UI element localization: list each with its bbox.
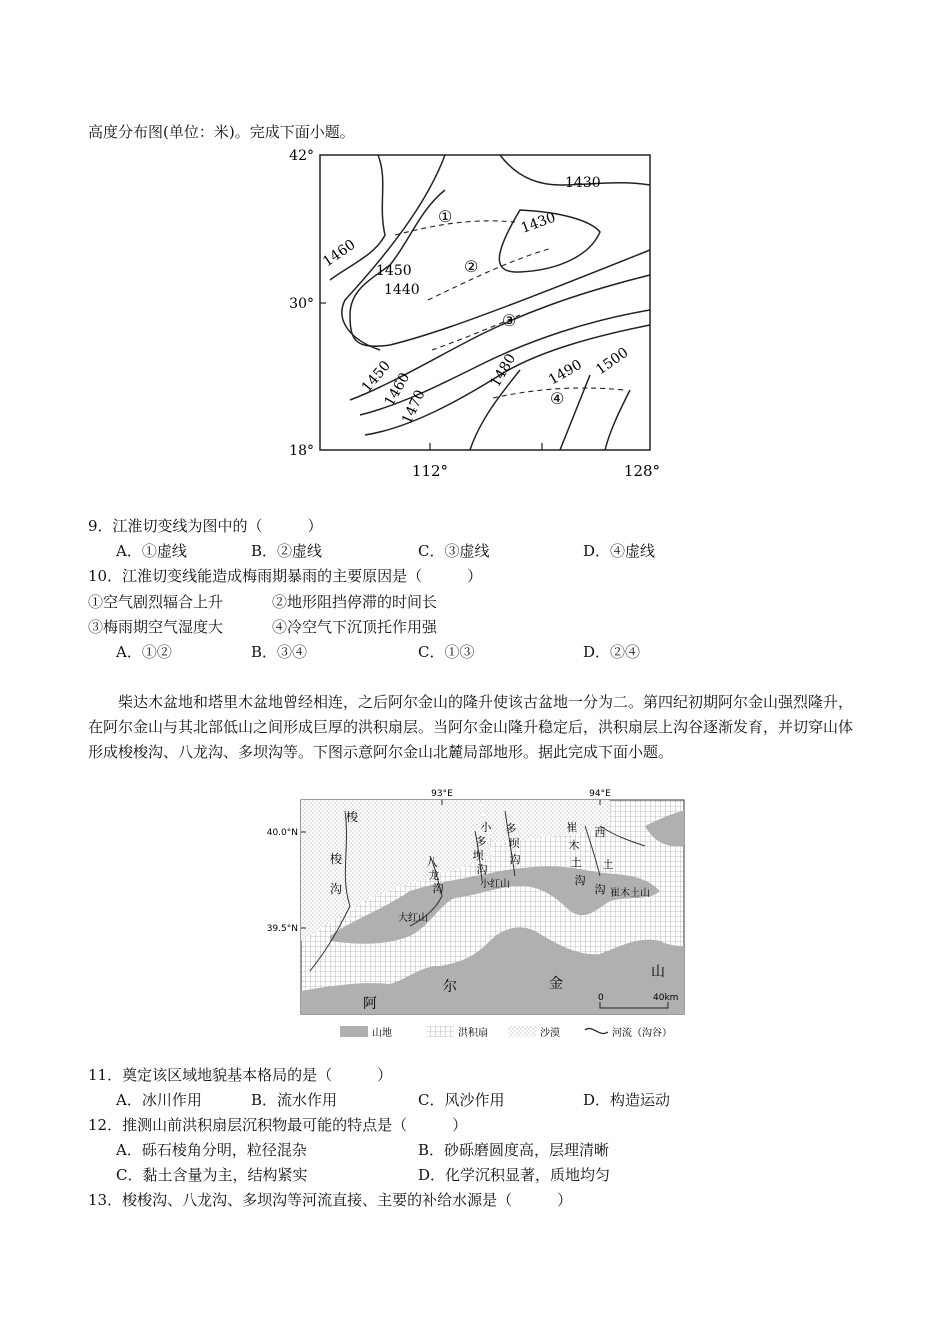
range-label: 金	[549, 976, 563, 992]
lon-label: 112°	[411, 462, 449, 480]
contour-map-figure	[270, 140, 690, 485]
valley-label: 崔	[566, 821, 578, 834]
contour-label: 1460	[381, 370, 414, 409]
lat-label: 30°	[289, 296, 314, 312]
valley-label: 坝	[472, 849, 484, 862]
valley-label: 沟	[509, 853, 521, 866]
place-label: 大红山	[398, 913, 428, 924]
range-label: 山	[651, 964, 665, 980]
q11-option-d[interactable]: D．构造运动	[583, 1091, 671, 1109]
contour-label: 1470	[399, 387, 429, 427]
lat-label: 40.0°N	[266, 828, 298, 838]
q13-stem: 13．梭梭沟、八龙沟、多坝沟等河流直接、主要的补给水源是（ ）	[88, 1191, 573, 1209]
contour-label: 1430	[518, 209, 558, 237]
q9-option-d[interactable]: D．④虚线	[583, 542, 656, 560]
q10-option-d[interactable]: D．②④	[583, 643, 641, 661]
intro-line: 高度分布图(单位：米)。完成下面小题。	[88, 123, 355, 141]
place-label: 小红山	[480, 879, 510, 890]
valley-label: 多	[505, 822, 517, 835]
lat-label: 18°	[289, 443, 314, 459]
marker-2: ②	[464, 257, 479, 276]
q9-option-b[interactable]: B．②虚线	[251, 542, 323, 560]
contour-label: 1500	[593, 344, 632, 379]
valley-label: 沟	[329, 882, 343, 896]
valley-label: 梭	[329, 852, 343, 866]
valley-label: 土	[570, 856, 582, 869]
contour-label: 1480	[487, 351, 520, 390]
valley-label: 多	[475, 835, 487, 848]
valley-label: 梭	[345, 810, 359, 824]
q10-statement: ④冷空气下沉顶托作用强	[272, 618, 438, 636]
passage-paragraph: 柴达木盆地和塔里木盆地曾经相连，之后阿尔金山的隆升使该古盆地一分为二。第四纪初期阿尔金山强烈隆升，在阿尔金山与其北部低山之间形成巨厚的洪积扇层。当阿尔金山隆升稳定后，洪积扇层上沟谷逐渐发育，并切穿山体形成梭梭沟、八龙沟、多坝沟等。下图示意阿尔金山北麓局部地形。据此完成下面小题。	[88, 693, 854, 761]
scale-end: 40km	[653, 993, 679, 1003]
q9-option-a[interactable]: A．①虚线	[116, 542, 187, 560]
lat-label: 42°	[289, 148, 314, 164]
valley-label: 坝	[508, 837, 520, 850]
q12-option-b[interactable]: B．砂砾磨圆度高，层理清晰	[418, 1141, 610, 1159]
contour-label: 1430	[565, 175, 601, 191]
q11-stem: 11．奠定该区域地貌基本格局的是（ ）	[88, 1066, 393, 1084]
q9-stem: 9．江淮切变线为图中的（ ）	[88, 517, 323, 535]
valley-label: 西	[594, 826, 606, 839]
q10-option-a[interactable]: A．①②	[116, 643, 172, 661]
place-label: 崔木土山	[610, 888, 650, 899]
range-label: 阿	[363, 996, 377, 1012]
valley-label: 小	[480, 821, 492, 834]
lon-label: 93°E	[431, 789, 453, 799]
altun-map-figure	[266, 786, 690, 1044]
contour-label: 1460	[320, 236, 359, 271]
q10-stem: 10．江淮切变线能造成梅雨期暴雨的主要原因是（ ）	[88, 567, 483, 585]
marker-4: ④	[550, 389, 565, 408]
marker-1: ①	[438, 207, 453, 226]
valley-label: 龙	[428, 869, 440, 882]
valley-label: 沟	[574, 874, 586, 887]
contour-label: 1440	[384, 282, 420, 298]
legend-label: 河流（沟谷）	[612, 1028, 672, 1039]
scale-zero: 0	[598, 993, 604, 1003]
q11-option-b[interactable]: B．流水作用	[251, 1091, 338, 1109]
valley-label: 土	[602, 858, 614, 871]
q12-stem: 12．推测山前洪积扇层沉积物最可能的特点是（ ）	[88, 1116, 468, 1134]
contour-label: 1450	[358, 357, 394, 396]
q11-option-c[interactable]: C．风沙作用	[418, 1091, 505, 1109]
valley-label: 木	[568, 839, 580, 852]
legend-label: 沙漠	[540, 1028, 560, 1039]
q12-option-d[interactable]: D．化学沉积显著，质地均匀	[418, 1166, 611, 1184]
lon-label: 128°	[623, 462, 661, 480]
legend-label: 洪积扇	[458, 1028, 488, 1039]
q9-option-c[interactable]: C．③虚线	[418, 542, 490, 560]
lon-label: 94°E	[589, 789, 611, 799]
lat-label: 39.5°N	[266, 924, 298, 934]
valley-label: 沟	[476, 863, 488, 876]
valley-label: 沟	[432, 882, 444, 895]
valley-label: 八	[426, 856, 438, 869]
q10-statement: ①空气剧烈辐合上升	[88, 593, 224, 611]
contour-label: 1490	[546, 356, 585, 389]
q10-option-c[interactable]: C．①③	[418, 643, 475, 661]
contour-label: 1450	[376, 263, 412, 279]
q10-option-b[interactable]: B．③④	[251, 643, 308, 661]
marker-3: ③	[502, 311, 517, 330]
q10-statement: ②地形阻挡停滞的时间长	[272, 593, 438, 611]
range-label: 尔	[443, 979, 457, 995]
legend-label: 山地	[372, 1028, 392, 1039]
q11-option-a[interactable]: A．冰川作用	[116, 1091, 202, 1109]
valley-label: 沟	[594, 883, 606, 896]
q12-option-c[interactable]: C．黏土含量为主，结构紧实	[116, 1166, 308, 1184]
q10-statement: ③梅雨期空气湿度大	[88, 618, 224, 636]
q12-option-a[interactable]: A．砾石棱角分明，粒径混杂	[116, 1141, 307, 1159]
